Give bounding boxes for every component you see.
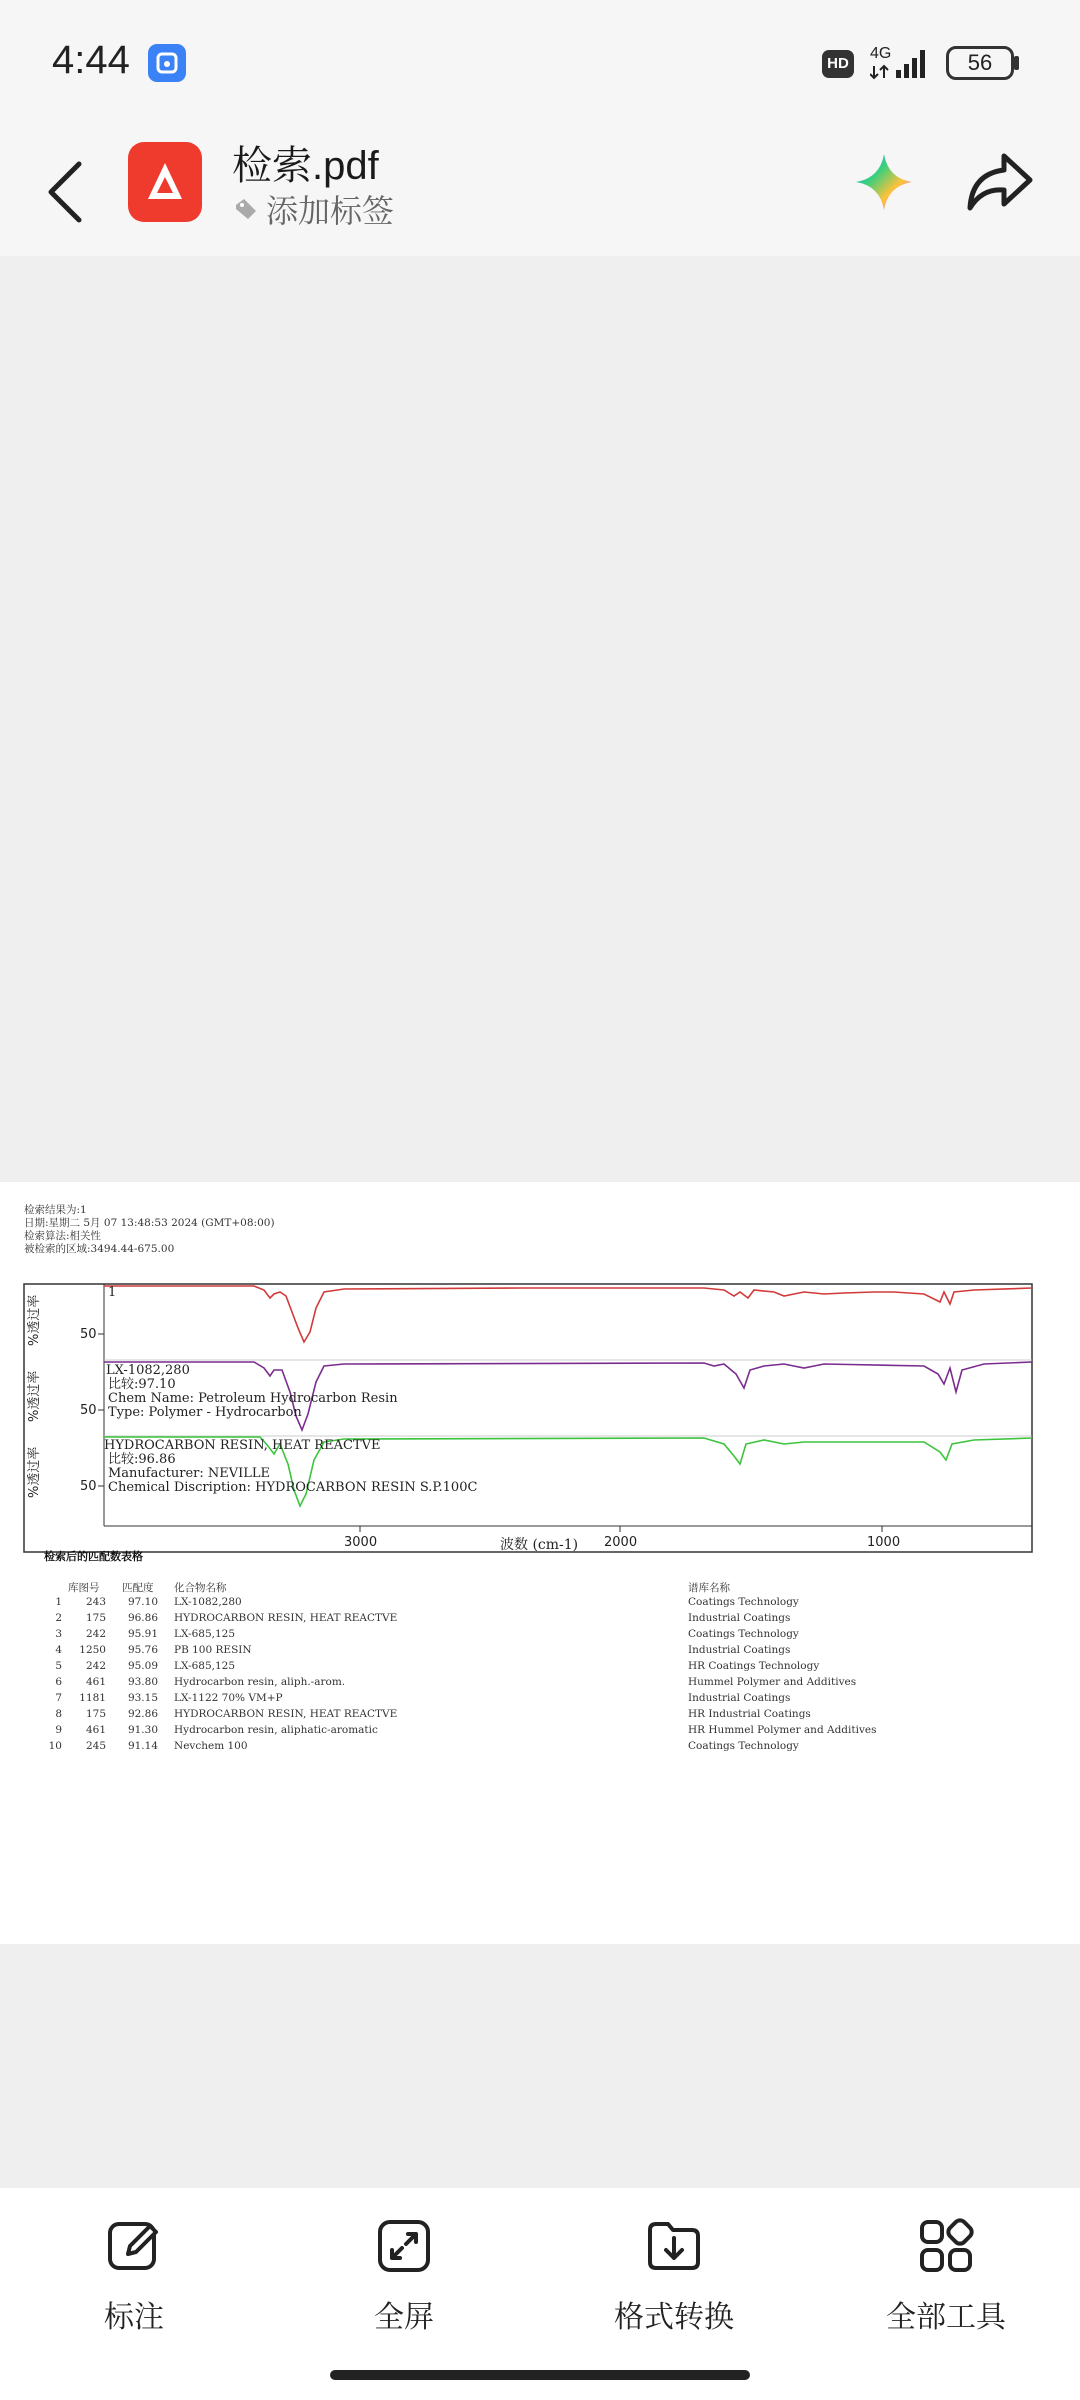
battery-tip xyxy=(1014,56,1019,70)
panel3-line: Chemical Discription: HYDROCARBON RESIN S.P.100C xyxy=(108,1480,478,1495)
row-library-id: 1250 xyxy=(79,1644,106,1656)
share-icon xyxy=(964,148,1036,216)
row-compound-name: LX-685,125 xyxy=(174,1628,236,1640)
row-library-id: 461 xyxy=(85,1724,106,1736)
edit-icon xyxy=(104,2216,164,2276)
row-library-id: 245 xyxy=(85,1740,106,1752)
row-index: 3 xyxy=(55,1628,62,1640)
tag-icon xyxy=(232,195,260,223)
folder-download-icon xyxy=(644,2216,704,2276)
row-match-score: 91.30 xyxy=(127,1724,158,1736)
meta-line: 被检索的区域:3494.44-675.00 xyxy=(24,1243,175,1255)
row-compound-name: LX-1122 70% VM+P xyxy=(174,1692,283,1704)
row-library-id: 242 xyxy=(85,1628,106,1640)
row-library-id: 461 xyxy=(85,1676,106,1688)
row-match-score: 97.10 xyxy=(127,1596,158,1608)
x-tick-label: 1000 xyxy=(867,1535,901,1550)
y-axis-label: %透过率 xyxy=(27,1446,42,1498)
y-axis-label: %透过率 xyxy=(27,1294,42,1346)
y-tick-label: 50 xyxy=(80,1327,97,1342)
row-library-name: Coatings Technology xyxy=(688,1740,799,1752)
add-tag-button[interactable] xyxy=(232,186,394,232)
row-compound-name: Hydrocarbon resin, aliphatic-aromatic xyxy=(174,1724,378,1736)
row-library-name: Industrial Coatings xyxy=(688,1644,791,1656)
all-tools-button[interactable] xyxy=(846,2216,1046,2346)
header-match: 匹配度 xyxy=(122,1582,154,1594)
row-library-name: Coatings Technology xyxy=(688,1628,799,1640)
row-index: 5 xyxy=(55,1660,62,1672)
grid-apps-icon xyxy=(916,2216,976,2276)
row-compound-name: LX-1082,280 xyxy=(174,1596,242,1608)
hd-icon: HD xyxy=(822,50,854,78)
battery-indicator: 56 xyxy=(946,46,1014,80)
row-match-score: 93.80 xyxy=(127,1676,158,1688)
fullscreen-button[interactable] xyxy=(304,2216,504,2346)
header-name: 化合物名称 xyxy=(174,1582,227,1594)
row-match-score: 95.76 xyxy=(127,1644,158,1656)
match-table-title: 检索后的匹配数表格 xyxy=(44,1550,143,1563)
row-library-id: 1181 xyxy=(79,1692,106,1704)
meta-line: 日期:星期二 5月 07 13:48:53 2024 (GMT+08:00) xyxy=(24,1217,275,1229)
x-tick-label: 2000 xyxy=(604,1535,638,1550)
y-tick-label: 50 xyxy=(80,1479,97,1494)
expand-icon xyxy=(374,2216,434,2276)
row-match-score: 91.14 xyxy=(127,1740,158,1752)
row-index: 2 xyxy=(55,1612,62,1624)
row-index: 7 xyxy=(55,1692,62,1704)
ai-sparkle-icon xyxy=(852,150,916,214)
row-match-score: 95.09 xyxy=(127,1660,158,1672)
document-viewer[interactable] xyxy=(0,256,1080,2188)
row-library-name: HR Hummel Polymer and Additives xyxy=(688,1724,877,1736)
row-compound-name: Nevchem 100 xyxy=(174,1740,248,1752)
row-match-score: 93.15 xyxy=(127,1692,158,1704)
row-compound-name: HYDROCARBON RESIN, HEAT REACTVE xyxy=(174,1708,398,1720)
annotate-button[interactable] xyxy=(34,2216,234,2346)
network-type-label: 4G xyxy=(870,45,892,62)
search-metadata xyxy=(24,1204,275,1256)
home-indicator[interactable] xyxy=(330,2370,750,2380)
panel2-line: 比较:97.10 xyxy=(108,1377,176,1392)
meta-line: 检索算法:相关性 xyxy=(24,1230,102,1242)
row-library-name: Industrial Coatings xyxy=(688,1692,791,1704)
panel2-line: Type: Polymer - Hydrocarbon xyxy=(108,1405,302,1420)
row-index: 6 xyxy=(55,1676,62,1688)
share-button[interactable] xyxy=(964,148,1036,216)
row-compound-name: LX-685,125 xyxy=(174,1660,236,1672)
row-library-name: Industrial Coatings xyxy=(688,1612,791,1624)
ai-assistant-button[interactable] xyxy=(852,150,916,214)
panel3-line: Manufacturer: NEVILLE xyxy=(108,1466,271,1481)
row-match-score: 95.91 xyxy=(127,1628,158,1640)
row-compound-name: Hydrocarbon resin, aliph.-arom. xyxy=(174,1676,346,1688)
pdf-page xyxy=(0,1182,1080,1944)
panel3-line: 比较:96.86 xyxy=(108,1452,176,1467)
row-match-score: 96.86 xyxy=(127,1612,158,1624)
meta-line: 检索结果为:1 xyxy=(24,1204,87,1216)
row-library-name: Hummel Polymer and Additives xyxy=(688,1676,857,1688)
fullscreen-label: 全屏 xyxy=(374,2300,434,2335)
spectrum-trace-sample xyxy=(104,1286,1032,1342)
x-tick-label: 3000 xyxy=(344,1535,378,1550)
row-library-id: 242 xyxy=(85,1660,106,1672)
x-axis-title: 波数 (cm-1) xyxy=(500,1537,579,1553)
row-match-score: 92.86 xyxy=(127,1708,158,1720)
row-index: 10 xyxy=(48,1740,62,1752)
back-button[interactable] xyxy=(30,152,100,232)
row-index: 1 xyxy=(55,1596,62,1608)
row-index: 4 xyxy=(55,1644,62,1656)
title-bar xyxy=(0,128,1080,256)
add-tag-label: 添加标签 xyxy=(266,192,395,230)
y-tick-label: 50 xyxy=(80,1403,97,1418)
format-convert-button[interactable] xyxy=(574,2216,774,2346)
annotate-label: 标注 xyxy=(104,2300,164,2335)
bottom-toolbar xyxy=(0,2188,1080,2400)
row-library-id: 175 xyxy=(85,1612,106,1624)
pdf-app-logo xyxy=(128,142,202,222)
ir-spectrum-chart xyxy=(24,1284,1032,1552)
row-library-name: Coatings Technology xyxy=(688,1596,799,1608)
row-library-name: HR Coatings Technology xyxy=(688,1660,820,1672)
panel1-index: 1 xyxy=(108,1285,117,1300)
row-compound-name: PB 100 RESIN xyxy=(174,1644,252,1656)
notification-app-icon xyxy=(148,44,186,82)
row-index: 9 xyxy=(55,1724,62,1736)
row-library-name: HR Industrial Coatings xyxy=(688,1708,811,1720)
all-tools-label: 全部工具 xyxy=(886,2300,1006,2335)
row-library-id: 175 xyxy=(85,1708,106,1720)
format-convert-label: 格式转换 xyxy=(614,2300,734,2335)
chevron-left-icon xyxy=(45,160,85,224)
row-index: 8 xyxy=(55,1708,62,1720)
y-axis-label: %透过率 xyxy=(27,1370,42,1422)
header-lib: 库图号 xyxy=(68,1582,100,1594)
panel3-line: HYDROCARBON RESIN, HEAT REACTVE xyxy=(104,1438,381,1453)
file-name: 检索.pdf xyxy=(232,144,379,188)
panel2-line: LX-1082,280 xyxy=(106,1363,190,1378)
row-compound-name: HYDROCARBON RESIN, HEAT REACTVE xyxy=(174,1612,398,1624)
acrobat-icon xyxy=(140,157,190,207)
panel2-line: Chem Name: Petroleum Hydrocarbon Resin xyxy=(108,1391,398,1406)
status-bar xyxy=(0,0,1080,128)
status-time: 4:44 xyxy=(52,38,130,82)
signal-icon xyxy=(870,44,932,80)
header-db: 谱库名称 xyxy=(688,1582,730,1594)
row-library-id: 243 xyxy=(85,1596,106,1608)
